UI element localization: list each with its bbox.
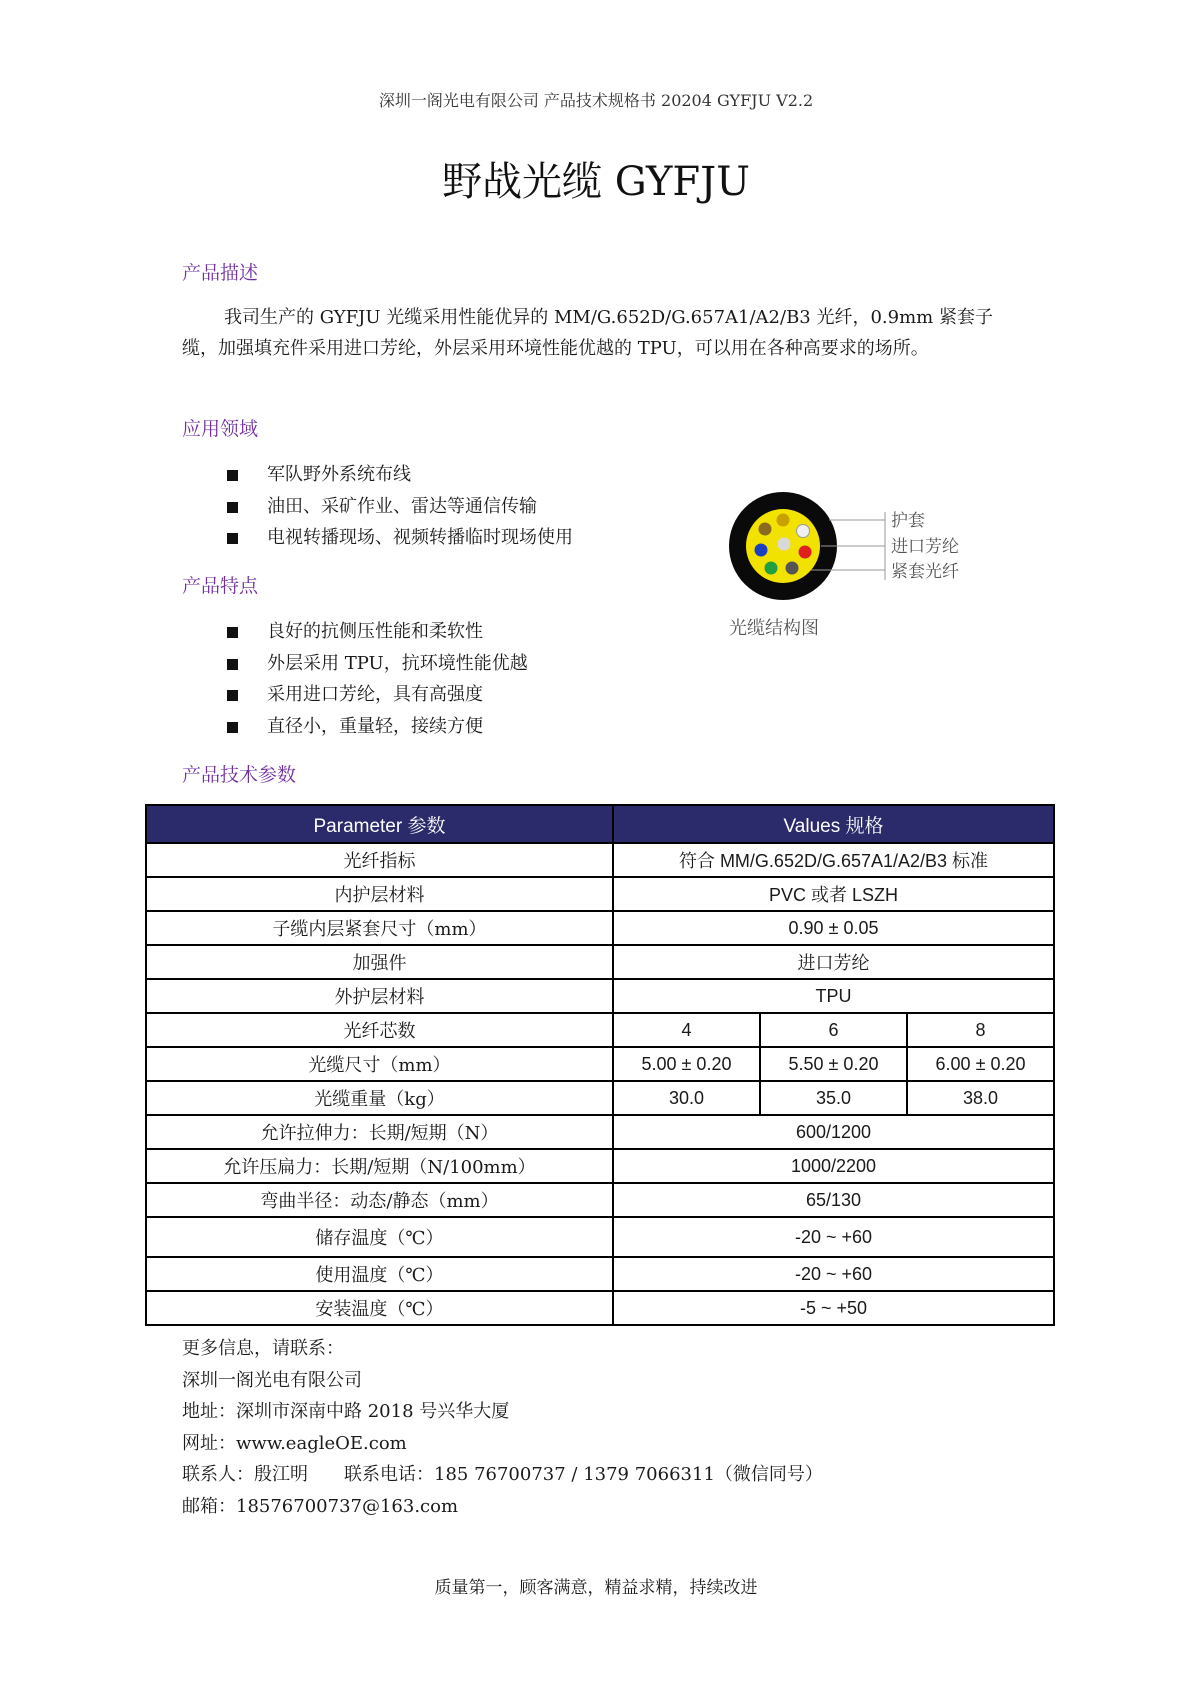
header-parameter: Parameter 参数 bbox=[146, 805, 613, 843]
table-row bbox=[146, 1149, 1054, 1183]
table-row bbox=[146, 979, 1054, 1013]
label-fiber: 紧套光纤 bbox=[891, 562, 959, 582]
section-heading-description: 产品描述 bbox=[182, 262, 259, 284]
row-label: 光纤芯数 bbox=[146, 1013, 613, 1047]
row-value: 1000/2200 bbox=[613, 1149, 1054, 1183]
contact-company: 深圳一阁光电有限公司 bbox=[182, 1369, 362, 1391]
list-item: 油田、采矿作业、雷达等通信传输 bbox=[225, 491, 573, 523]
row-value: 6 bbox=[760, 1013, 907, 1047]
table-row bbox=[146, 1013, 1054, 1047]
contact-address: 地址：深圳市深南中路 2018 号兴华大厦 bbox=[182, 1401, 510, 1422]
contact-email[interactable]: 邮箱：18576700737@163.com bbox=[182, 1495, 459, 1517]
contact-block bbox=[182, 1333, 823, 1522]
fiber-8 bbox=[778, 538, 791, 551]
row-value: 600/1200 bbox=[613, 1115, 1054, 1149]
table-row bbox=[146, 1257, 1054, 1291]
table-header-row bbox=[146, 805, 1054, 843]
contact-website[interactable]: 网址：www.eagleOE.com bbox=[182, 1432, 407, 1454]
list-item: 采用进口芳纶，具有高强度 bbox=[225, 679, 528, 711]
row-label: 外护层材料 bbox=[146, 979, 613, 1013]
row-label: 光缆重量（kg） bbox=[146, 1081, 613, 1115]
contact-person: 联系人：殷江明 bbox=[182, 1464, 308, 1485]
application-list bbox=[225, 459, 573, 554]
table-row bbox=[146, 1217, 1054, 1257]
section-heading-parameters: 产品技术参数 bbox=[182, 764, 297, 786]
row-value: -20 ~ +60 bbox=[613, 1257, 1054, 1291]
header-values: Values 规格 bbox=[613, 805, 1054, 843]
row-label: 允许拉伸力：长期/短期（N） bbox=[146, 1115, 613, 1149]
row-label: 内护层材料 bbox=[146, 877, 613, 911]
table-row bbox=[146, 1047, 1054, 1081]
table-row bbox=[146, 1183, 1054, 1217]
fiber-2 bbox=[797, 525, 810, 538]
contact-phone: 联系电话：185 76700737 / 1379 7066311（微信同号） bbox=[344, 1464, 823, 1485]
table-row bbox=[146, 1291, 1054, 1325]
page-header: 深圳一阁光电有限公司 产品技术规格书 20204 GYFJU V2.2 bbox=[378, 91, 814, 110]
row-label: 储存温度（℃） bbox=[146, 1217, 613, 1257]
fiber-1 bbox=[777, 514, 790, 527]
row-label: 子缆内层紧套尺寸（mm） bbox=[146, 911, 613, 945]
row-value: 符合 MM/G.652D/G.657A1/A2/B3 标准 bbox=[613, 843, 1054, 877]
row-label: 允许压扁力：长期/短期（N/100mm） bbox=[146, 1149, 613, 1183]
section-heading-features: 产品特点 bbox=[182, 575, 259, 597]
row-value: 进口芳纶 bbox=[613, 945, 1054, 979]
contact-intro: 更多信息，请联系： bbox=[182, 1338, 344, 1359]
table-row bbox=[146, 1115, 1054, 1149]
list-item: 电视转播现场、视频转播临时现场使用 bbox=[225, 522, 573, 554]
row-value: 65/130 bbox=[613, 1183, 1054, 1217]
row-value: 6.00 ± 0.20 bbox=[907, 1047, 1054, 1081]
table-row bbox=[146, 945, 1054, 979]
label-aramid: 进口芳纶 bbox=[891, 537, 959, 557]
row-label: 弯曲半径：动态/静态（mm） bbox=[146, 1183, 613, 1217]
row-label: 光纤指标 bbox=[146, 843, 613, 877]
row-value: 5.50 ± 0.20 bbox=[760, 1047, 907, 1081]
row-value: 8 bbox=[907, 1013, 1054, 1047]
row-value: 5.00 ± 0.20 bbox=[613, 1047, 760, 1081]
list-item: 良好的抗侧压性能和柔软性 bbox=[225, 616, 528, 648]
contact-person-phone bbox=[182, 1459, 823, 1491]
row-label: 使用温度（℃） bbox=[146, 1257, 613, 1291]
fiber-4 bbox=[786, 562, 799, 575]
table-row bbox=[146, 843, 1054, 877]
row-value: 35.0 bbox=[760, 1081, 907, 1115]
list-item: 直径小，重量轻，接续方便 bbox=[225, 711, 528, 743]
diagram-caption: 光缆结构图 bbox=[729, 618, 819, 639]
row-value: 4 bbox=[613, 1013, 760, 1047]
label-jacket: 护套 bbox=[891, 511, 925, 531]
spec-table bbox=[145, 804, 1055, 1326]
table-row bbox=[146, 911, 1054, 945]
list-item: 外层采用 TPU，抗环境性能优越 bbox=[225, 648, 528, 680]
section-heading-application: 应用领域 bbox=[182, 418, 259, 440]
page-title: 野战光缆 GYFJU bbox=[442, 159, 750, 205]
page-footer: 质量第一，顾客满意，精益求精，持续改进 bbox=[434, 1578, 758, 1598]
fiber-6 bbox=[755, 544, 768, 557]
table-row bbox=[146, 1081, 1054, 1115]
features-list bbox=[225, 616, 528, 742]
row-value: 38.0 bbox=[907, 1081, 1054, 1115]
cable-structure-diagram bbox=[725, 490, 995, 650]
row-label: 加强件 bbox=[146, 945, 613, 979]
description-paragraph: 我司生产的 GYFJU 光缆采用性能优异的 MM/G.652D/G.657A1/A2/B3 光纤，0.9mm 紧套子缆，加强填充件采用进口芳纶，外层采用环境性能优越的 TPU，可以用在各种高要求的场所。 bbox=[182, 307, 993, 359]
fiber-5 bbox=[765, 562, 778, 575]
row-value: 0.90 ± 0.05 bbox=[613, 911, 1054, 945]
row-label: 安装温度（℃） bbox=[146, 1291, 613, 1325]
row-value: TPU bbox=[613, 979, 1054, 1013]
row-label: 光缆尺寸（mm） bbox=[146, 1047, 613, 1081]
fiber-7 bbox=[759, 523, 772, 536]
row-value: -5 ~ +50 bbox=[613, 1291, 1054, 1325]
fiber-3 bbox=[799, 546, 812, 559]
table-row bbox=[146, 877, 1054, 911]
row-value: -20 ~ +60 bbox=[613, 1217, 1054, 1257]
row-value: PVC 或者 LSZH bbox=[613, 877, 1054, 911]
row-value: 30.0 bbox=[613, 1081, 760, 1115]
list-item: 军队野外系统布线 bbox=[225, 459, 573, 491]
